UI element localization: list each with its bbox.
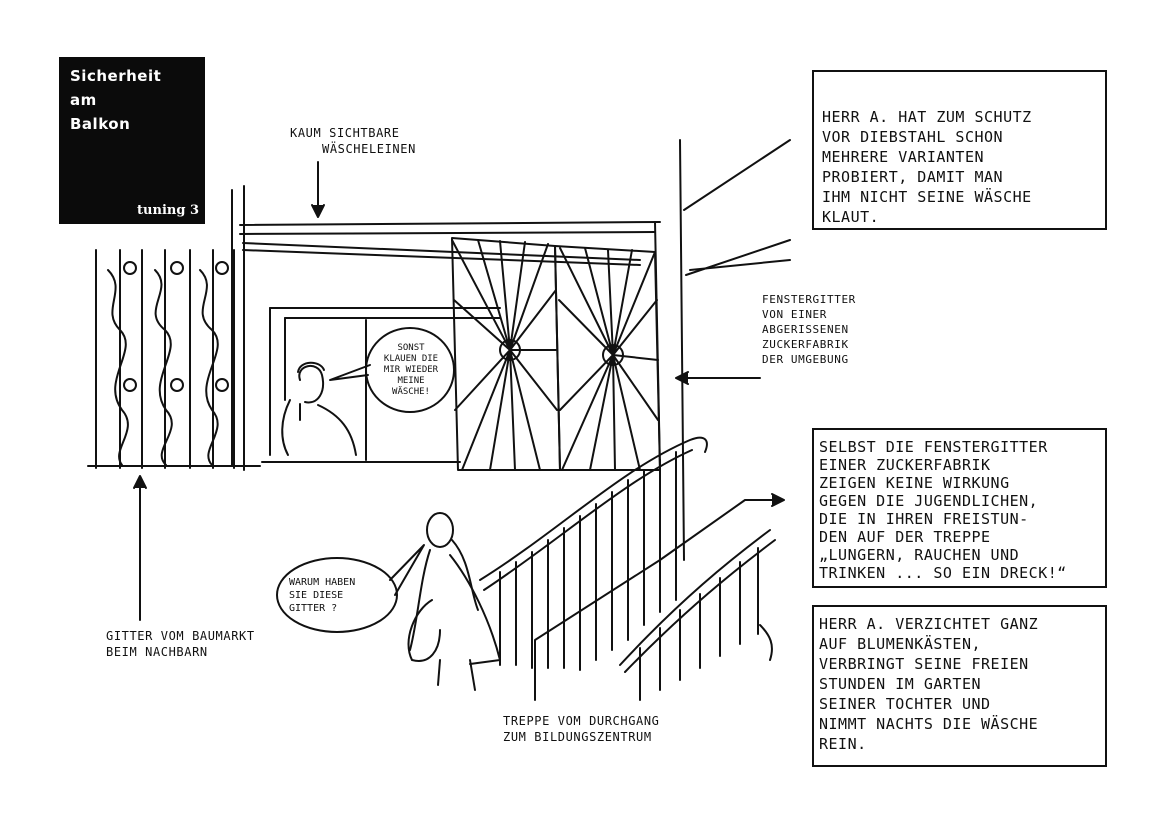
sunburst-grille-drawing xyxy=(452,238,660,470)
caption-line: STUNDEN IM GARTEN xyxy=(819,675,982,693)
label-line: ABGERISSENEN xyxy=(762,323,849,336)
bubble-line: KLAUEN DIE xyxy=(383,354,439,364)
bubble-line: WÄSCHE! xyxy=(392,387,430,397)
caption-line: IHM NICHT SEINE WÄSCHE xyxy=(822,188,1032,206)
caption-line: DIE IN IHREN FREISTUN- xyxy=(819,510,1029,528)
subtitle: tuning 3 xyxy=(137,203,199,218)
caption-line: „LUNGERN, RAUCHEN UND xyxy=(819,546,1020,564)
caption-line: EINER ZUCKERFABRIK xyxy=(819,456,991,474)
title-line-3: Balkon xyxy=(70,115,131,133)
label-line: ZUCKERFABRIK xyxy=(762,338,849,351)
bubble-line: MIR WIEDER xyxy=(383,365,439,375)
label-hardware-grille xyxy=(106,628,255,660)
caption-line: MEHRERE VARIANTEN xyxy=(822,148,985,166)
caption-line: HERR A. HAT ZUM SCHUTZ xyxy=(822,108,1032,126)
caption-box-theft xyxy=(812,70,1107,230)
label-line: DER UMGEBUNG xyxy=(762,353,849,366)
caption-box-garden xyxy=(812,605,1107,767)
caption-line: REIN. xyxy=(819,735,867,753)
bubble-line: GITTER ? xyxy=(289,603,338,614)
bubble-line: SIE DIESE xyxy=(289,590,344,601)
caption-line: SELBST DIE FENSTERGITTER xyxy=(819,438,1048,456)
caption-line: KLAUT. xyxy=(822,208,880,226)
label-line: TREPPE VOM DURCHGANG xyxy=(503,714,660,728)
caption-line: AUF BLUMENKÄSTEN, xyxy=(819,635,982,653)
caption-line: PROBIERT, DAMIT MAN xyxy=(822,168,1004,186)
label-line: VON EINER xyxy=(762,308,828,321)
caption-line: TRINKEN ... SO EIN DRECK!“ xyxy=(819,564,1067,582)
woman-bubble-text xyxy=(283,576,395,615)
bubble-line: WARUM HABEN xyxy=(289,577,356,588)
caption-box-youth xyxy=(812,428,1107,588)
title-block xyxy=(59,57,205,224)
label-line: GITTER VOM BAUMARKT xyxy=(106,629,255,643)
caption-line: HERR A. VERZICHTET GANZ xyxy=(819,615,1039,633)
bubble-line: SONST xyxy=(397,343,425,353)
woman-figure xyxy=(409,513,500,690)
label-line: WÄSCHELEINEN xyxy=(322,142,416,156)
caption-line: GEGEN DIE JUGENDLICHEN, xyxy=(819,492,1039,510)
caption-line: NIMMT NACHTS DIE WÄSCHE xyxy=(819,715,1039,733)
caption-line: DEN AUF DER TREPPE xyxy=(819,528,991,546)
neighbour-grille-drawing xyxy=(88,250,260,468)
caption-line: SEINER TOCHTER UND xyxy=(819,695,991,713)
caption-line: ZEIGEN KEINE WIRKUNG xyxy=(819,474,1010,492)
label-stairs xyxy=(503,713,660,745)
label-line: ZUM BILDUNGSZENTRUM xyxy=(503,730,652,744)
man-figure xyxy=(282,363,356,455)
caption-line: VOR DIEBSTAHL SCHON xyxy=(822,128,1004,146)
label-washing-lines xyxy=(290,125,416,157)
title-line-2: am xyxy=(70,91,97,109)
caption-line: VERBRINGT SEINE FREIEN xyxy=(819,655,1029,673)
bubble-line: MEINE xyxy=(397,376,425,386)
label-line: FENSTERGITTER xyxy=(762,293,856,306)
staircase-drawing xyxy=(480,438,775,700)
label-window-grille xyxy=(762,292,856,367)
title-line-1: Sicherheit xyxy=(70,67,162,85)
label-line: KAUM SICHTBARE xyxy=(290,126,400,140)
label-line: BEIM NACHBARN xyxy=(106,645,208,659)
man-bubble-text xyxy=(372,343,450,398)
